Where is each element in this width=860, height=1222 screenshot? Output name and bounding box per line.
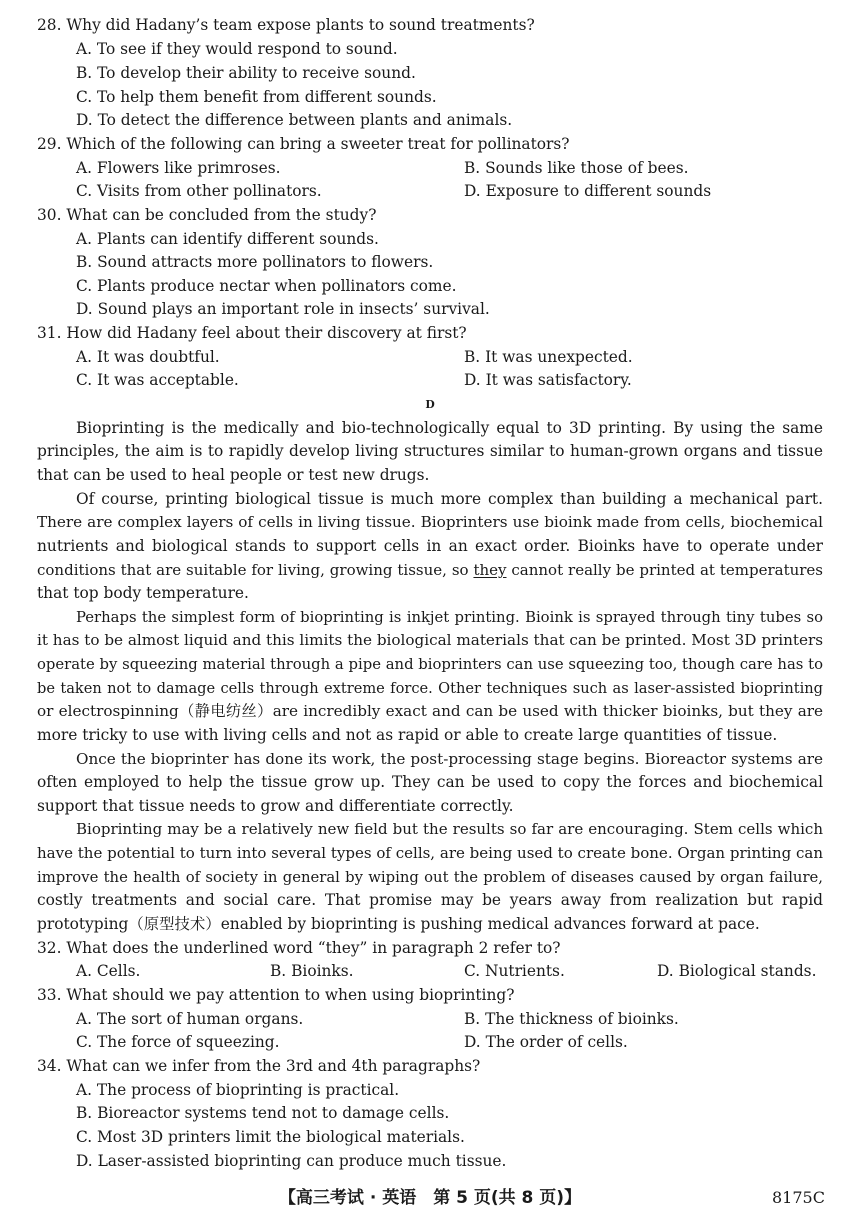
question-29-option-b: B. Sounds like those of bees. — [464, 159, 689, 177]
paragraph-2-line: Of course, printing biological tissue is much more complex than building a mechanical part. — [76, 490, 823, 508]
question-32-option-b: B. Bioinks. — [270, 962, 354, 980]
question-30-option-d: D. Sound plays an important role in insects’ survival. — [76, 300, 490, 318]
question-34-option-a: A. The process of bioprinting is practical. — [76, 1081, 400, 1099]
paragraph-2-line — [37, 559, 823, 583]
question-32-option-a: A. Cells. — [76, 962, 141, 980]
question-28-option-a: A. To see if they would respond to sound. — [76, 40, 398, 58]
paragraph-5-line: improve the health of society in general by wiping out the problem of diseases caused by organ failure, — [37, 869, 823, 886]
question-29-option-c: C. Visits from other pollinators. — [76, 182, 322, 200]
question-32-option-d: D. Biological stands. — [657, 962, 817, 980]
question-30-stem: 30. What can be concluded from the study? — [37, 206, 377, 224]
paragraph-2-text: cannot really be printed at temperatures — [506, 561, 824, 579]
question-34-stem: 34. What can we infer from the 3rd and 4th paragraphs? — [37, 1057, 481, 1075]
paragraph-3-line: or electrospinning（静电纺丝）are incredibly exact and can be used with thicker bioinks, but they are — [37, 702, 823, 720]
question-32-stem: 32. What does the underlined word “they” in paragraph 2 refer to? — [37, 939, 561, 957]
question-28-option-d: D. To detect the difference between plants and animals. — [76, 111, 513, 129]
paragraph-2-line: There are complex layers of cells in living tissue. Bioprinters use bioink made from cells, biochemical — [37, 513, 823, 531]
question-28-option-c: C. To help them benefit from different sounds. — [76, 88, 437, 106]
paragraph-5-line: prototyping（原型技术）enabled by bioprinting is pushing medical advances forward at pace. — [37, 915, 760, 933]
question-28-stem: 28. Why did Hadany’s team expose plants to sound treatments? — [37, 16, 535, 34]
question-28-option-b: B. To develop their ability to receive sound. — [76, 64, 416, 82]
paragraph-2-text: conditions that are suitable for living, growing tissue, so — [37, 561, 474, 579]
paragraph-3-line: it has to be almost liquid and this limits the biological materials that can be printed. Most 3D printers — [37, 631, 824, 649]
paragraph-5-line: Bioprinting may be a relatively new field but the results so far are encouraging. Stem cells which — [76, 820, 823, 838]
paragraph-4-line: often employed to help the tissue grow up. They can be used to copy the forces and biochemical — [37, 773, 823, 791]
question-30-option-a: A. Plants can identify different sounds. — [76, 230, 379, 248]
paper-code: 8175C — [772, 1188, 825, 1207]
paragraph-2-line: nutrients and biological stands to support cells in an exact order. Bioinks have to operate under — [37, 537, 823, 555]
page-footer-title: 【高三考试 · 英语 第 5 页(共 8 页)】 — [278, 1188, 582, 1208]
paragraph-4-line: Once the bioprinter has done its work, the post-processing stage begins. Bioreactor systems are — [76, 750, 823, 768]
question-33-stem: 33. What should we pay attention to when using bioprinting? — [37, 986, 515, 1004]
paragraph-1-line: that can be used to heal people or test new drugs. — [37, 466, 430, 484]
question-34-option-d: D. Laser-assisted bioprinting can produce much tissue. — [76, 1152, 507, 1170]
question-34-option-c: C. Most 3D printers limit the biological materials. — [76, 1128, 465, 1146]
paragraph-3-line: Perhaps the simplest form of bioprinting is inkjet printing. Bioink is sprayed through tiny tubes so — [76, 609, 823, 626]
paragraph-1-line: Bioprinting is the medically and bio-technologically equal to 3D printing. By using the same — [76, 419, 823, 437]
question-30-option-c: C. Plants produce nectar when pollinators come. — [76, 277, 457, 295]
question-33-option-a: A. The sort of human organs. — [76, 1010, 304, 1028]
question-33-option-c: C. The force of squeezing. — [76, 1033, 280, 1051]
paragraph-2-line: that top body temperature. — [37, 584, 249, 602]
question-32-option-c: C. Nutrients. — [464, 962, 565, 980]
question-29-option-a: A. Flowers like primroses. — [76, 159, 281, 177]
paragraph-1-line: principles, the aim is to rapidly develop living structures similar to human-grown organs and tissue — [37, 442, 823, 460]
paragraph-3-line: be taken not to damage cells through extreme force. Other techniques such as laser-assisted bioprinting — [37, 680, 823, 697]
question-31-option-b: B. It was unexpected. — [464, 348, 633, 366]
question-31-option-d: D. It was satisfactory. — [464, 371, 632, 389]
paragraph-3-line: operate by squeezing material through a pipe and bioprinters can use squeezing too, though care has to — [37, 656, 823, 673]
paragraph-5-line: costly treatments and social care. That promise may be years away from realization but rapid — [37, 891, 823, 909]
question-29-option-d: D. Exposure to different sounds — [464, 182, 712, 200]
question-31-option-a: A. It was doubtful. — [76, 348, 220, 366]
question-33-option-b: B. The thickness of bioinks. — [464, 1010, 679, 1028]
underlined-word-they: they — [473, 561, 507, 579]
paragraph-4-line: support that tissue needs to grow and differentiate correctly. — [37, 797, 514, 815]
question-30-option-b: B. Sound attracts more pollinators to flowers. — [76, 253, 434, 271]
question-34-option-b: B. Bioreactor systems tend not to damage cells. — [76, 1104, 450, 1122]
question-31-option-c: C. It was acceptable. — [76, 371, 239, 389]
section-title: D — [425, 398, 435, 411]
paragraph-5-line: have the potential to turn into several types of cells, are being used to create bone. Organ printing can — [37, 844, 823, 862]
question-33-option-d: D. The order of cells. — [464, 1033, 628, 1051]
question-31-stem: 31. How did Hadany feel about their discovery at first? — [37, 324, 467, 342]
paragraph-3-line: more tricky to use with living cells and not as rapid or able to create large quantities of tissue. — [37, 726, 778, 744]
question-29-stem: 29. Which of the following can bring a sweeter treat for pollinators? — [37, 135, 570, 153]
